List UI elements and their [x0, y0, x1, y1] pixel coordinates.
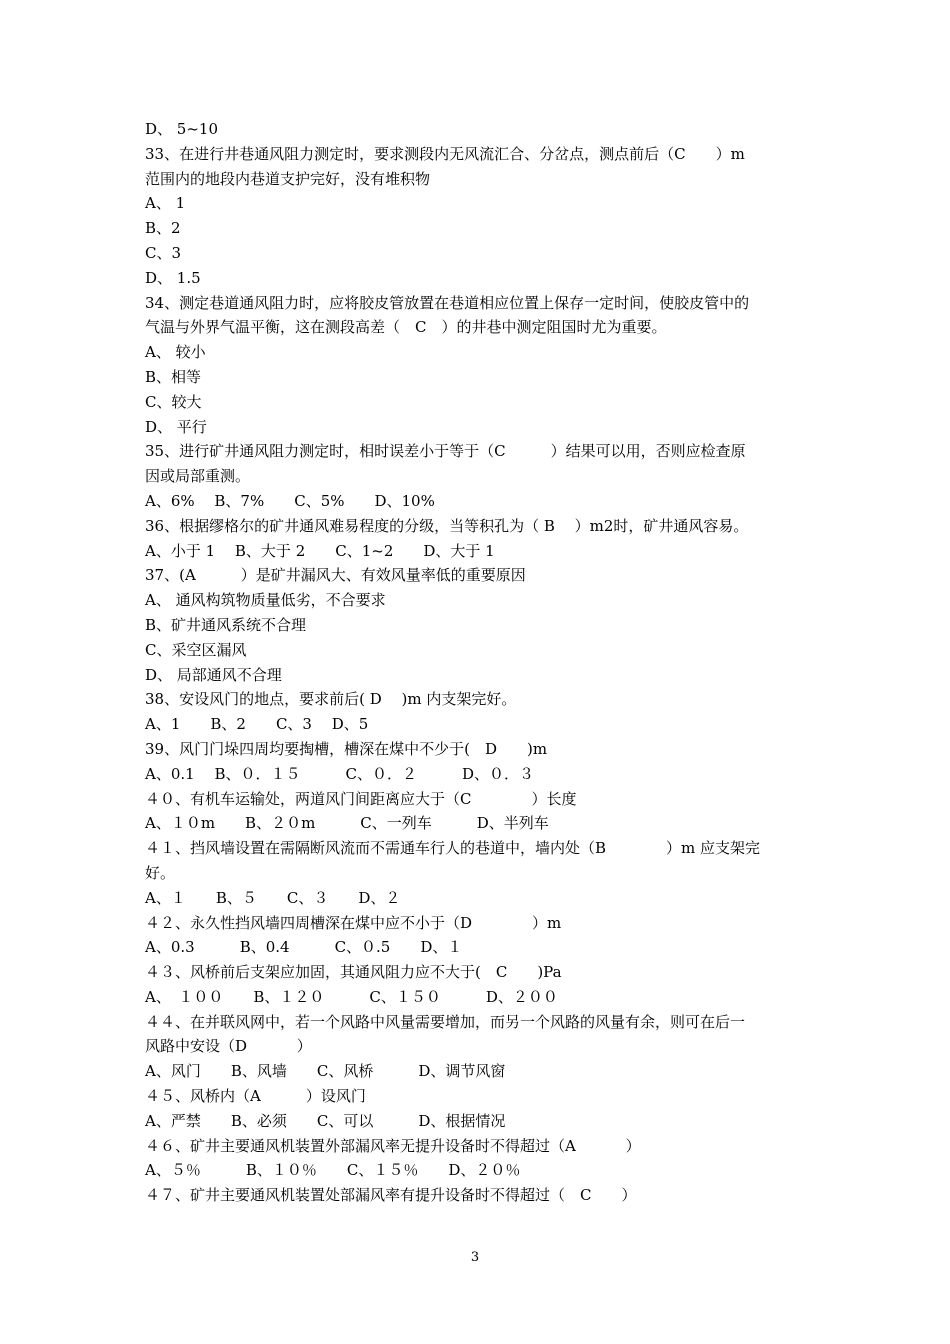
question-text: 33、在进行井巷通风阻力测定时，要求测段内无风流汇合、分岔点，测点前后（C ）m [145, 144, 745, 163]
question-text: 34、测定巷道通风阻力时，应将胶皮管放置在巷道相应位置上保存一定时间，使胶皮管中的 [145, 293, 750, 312]
option-line: A、小于 1 B、大于 2 C、1~2 D、大于 1 [145, 541, 495, 560]
question-text: ４５、风桥内（A ）设风门 [145, 1087, 366, 1106]
option-line: A、１ B、５ C、３ D、２ [145, 888, 401, 907]
text-line: D、 5~10 [145, 120, 218, 138]
question-text: 36、根据缪格尔的矿井通风难易程度的分级，当等积孔为（ B ）m2时，矿井通风容易。 [145, 516, 749, 535]
option-line: A、 １００ B、１２０ C、１５０ D、２００ [145, 987, 558, 1006]
option-line: A、 较小 [145, 343, 206, 362]
option-line: A、 1 [145, 194, 186, 213]
question-text: ４６、矿井主要通风机装置外部漏风率无提升设备时不得超过（A ） [145, 1136, 641, 1155]
question-text: ４１、挡风墙设置在需隔断风流而不需通车行人的巷道中，墙内处（B ）m 应支架完 [145, 839, 761, 858]
page-body [145, 117, 810, 1208]
question-text: ４２、永久性挡风墙四周槽深在煤中应不小于（D ）m [145, 913, 562, 932]
option-line: A、0.1 B、０．１５ C、０．２ D、０．３ [145, 764, 534, 783]
option-line: B、矿井通风系统不合理 [145, 615, 307, 634]
question-text: ４０、有机车运输处，两道风门间距离应大于（C ）长度 [145, 789, 577, 808]
text-line: 好。 [145, 863, 176, 882]
option-line: D、 局部通风不合理 [145, 665, 282, 684]
option-line: B、相等 [145, 367, 202, 386]
option-line: A、0.3 B、0.4 C、０.5 D、１ [145, 938, 463, 957]
option-line: A、１０m B、２０m C、一列车 D、半列车 [145, 814, 549, 833]
question-text: 38、安设风门的地点，要求前后( D )m 内支架完好。 [145, 690, 517, 709]
option-line: A、严禁 B、必须 C、可以 D、根据情况 [145, 1111, 506, 1130]
option-line: C、3 [145, 243, 182, 262]
option-line: D、 1.5 [145, 268, 201, 287]
option-line: A、6% B、7% C、5% D、10% [145, 491, 435, 510]
question-text: ４３、风桥前后支架应加固，其通风阻力应不大于( C )Pa [145, 963, 562, 982]
question-text: 35、进行矿井通风阻力测定时，相时误差小于等于（C ）结果可以用，否则应检查原 [145, 442, 746, 461]
option-line: A、风门 B、风墙 C、风桥 D、调节风窗 [145, 1062, 506, 1081]
text-line: 风路中安设（D ） [145, 1037, 312, 1056]
option-line: B、2 [145, 219, 181, 238]
question-text: 39、风门门垛四周均要掏槽，槽深在煤中不少于( D )m [145, 739, 548, 758]
question-text: ４７、矿井主要通风机装置处部漏风率有提升设备时不得超过（ C ） [145, 1186, 637, 1205]
text-line: 范围内的地段内巷道支护完好，没有堆积物 [145, 169, 431, 188]
question-text: 37、(A ）是矿井漏风大、有效风量率低的重要原因 [145, 566, 526, 585]
page-number: 3 [470, 1250, 480, 1265]
option-line: C、采空区漏风 [145, 640, 247, 659]
question-text: ４４、在并联风网中，若一个风路中风量需要增加，而另一个风路的风量有余，则可在后一 [145, 1012, 746, 1031]
option-line: C、较大 [145, 392, 202, 411]
option-line: A、1 B、2 C、3 D、5 [145, 715, 369, 734]
option-line: D、 平行 [145, 417, 207, 436]
text-line: 因或局部重测。 [145, 467, 251, 486]
text-line: 气温与外界气温平衡，这在测段高差（ C ）的井巷中测定阻国时尤为重要。 [145, 318, 667, 337]
option-line: A、 通风构筑物质量低劣，不合要求 [145, 591, 386, 610]
option-line: A、５％ B、１０％ C、１５％ D、２０％ [145, 1161, 521, 1180]
